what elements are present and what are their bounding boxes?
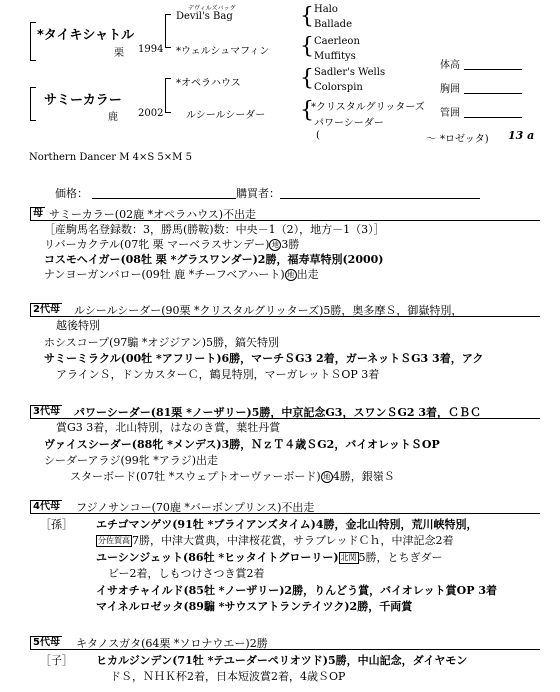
price-label: 価格： — [55, 187, 88, 200]
height-line[interactable] — [464, 69, 522, 70]
section-tag-gen4: 4代母 — [30, 500, 62, 514]
gen3-line-1: パワーシーダー(81栗 *ノーザリー)5勝，中京記念G3，スワンＳG2 3着，ＣＢＣ — [74, 406, 481, 419]
gen4-grandchild-tag: ［孫］ — [40, 518, 73, 531]
gen4-line-1: フジノサンコー(70鹿 *バーボンプリンス)不出走 — [76, 501, 315, 514]
gen4-line-5: ビー2着，しもつけさつき賞2着 — [108, 567, 265, 580]
gen3-line-4: シーダーアラジ(99牝 *アラジ)出走 — [44, 454, 219, 467]
dam-line-5: ナンヨーガンバロー(09牡 鹿 *チーフベアハート) 地 出走 — [44, 268, 319, 281]
dam-dam-name: ルシールシーダー — [186, 110, 266, 121]
sire-year: 1994 — [138, 44, 164, 55]
gen5-line-1: キタノスガタ(64栗 *ソロナウエー)2勝 — [76, 637, 268, 650]
gen3-caerleon: Caerleon — [314, 36, 360, 47]
gen4-line-6: イサオチャイルド(85牡 *ノーザリー)2勝，りんどう賞，バイオレット賞OP 3着 — [96, 584, 497, 597]
kita-kan-badge: 北関 — [340, 553, 357, 562]
gen4-line-2: エチゴマンゲツ(91牡 *ブライアンズタイム)4勝，金北山特別，荒川峡特別， — [96, 518, 478, 531]
gen3-ballade: Ballade — [314, 19, 352, 30]
dam-color: 鹿 — [108, 112, 118, 123]
lot-number: 13 a — [508, 129, 535, 142]
section-tag-gen3: 3代母 — [30, 405, 62, 419]
brace-3: { — [300, 66, 314, 91]
dam-name: サミーカラー — [44, 93, 122, 108]
buyer-input-line[interactable] — [280, 198, 480, 199]
section-tag-dam: 母 — [30, 207, 45, 221]
gen5-line-3: ドＳ，ＮＨＫ杯2着，日本短波賞2着，4歳ＳOP — [110, 670, 346, 683]
dam-line-3: リバーカクテル(07牝 栗 マーベラスサンデー) 地 3勝 — [44, 238, 300, 251]
gen4-bracket-open: ( — [316, 130, 320, 141]
gen2-line-4: サミーミラクル(00牡 *アフリート)6勝，マーチＳG3 2着，ガーネットＳG3 3着，アク — [44, 352, 484, 365]
dam-line-1: サミーカラー(02鹿 *オペラハウス)不出走 — [49, 208, 257, 221]
local-race-mark: 地 — [269, 239, 281, 251]
sire-color: 栗 — [114, 48, 124, 59]
local-race-mark-2: 地 — [285, 269, 297, 281]
local-race-mark-3: 地 — [321, 471, 333, 483]
gen4-line-4: ユーシンジェット(86牡 *ヒッタイトグローリー) 北関 5勝，とちぎダー — [96, 551, 443, 564]
cannon-label: 管囲 — [440, 108, 460, 119]
dam-line-4: コスモヘイガー(08牡 栗 *グラスワンダー)2勝，福寿草特別(2000) — [44, 253, 384, 266]
gen3-crystal-glitters: *クリスタルグリッターズ — [311, 102, 425, 113]
gen2-line-1: ルシールシーダー(90栗 *クリスタルグリッターズ)5勝，奥多摩Ｓ，御嶽特別， — [74, 304, 463, 317]
gen3-muffitys: Muffitys — [314, 51, 356, 62]
brace-1: { — [300, 4, 314, 29]
brace-4: { — [300, 98, 314, 123]
gen5-child-tag: ［子］ — [40, 654, 73, 667]
section-tag-gen5: 5代母 — [30, 636, 62, 650]
local-region-badge: 分佐賀高 — [98, 536, 130, 545]
gen3-sadlers-wells: Sadler's Wells — [314, 67, 386, 78]
brace-2: { — [300, 34, 314, 59]
price-input-line[interactable] — [92, 198, 236, 199]
sire-name: *タイキシャトル — [37, 28, 135, 43]
gen4-line-7: マイネルロゼッタ(89騸 *サウスアトランテイツク)2勝，千両賞 — [96, 600, 413, 613]
sire-sire-name: Devil's Bag — [176, 11, 233, 22]
dam-line-2: ［産駒馬名登録数：3，勝馬(勝鞍)数：中央－1（2），地方－1（3）］ — [44, 223, 385, 236]
gen4-bracket-close: *ロゼッタ) — [440, 134, 489, 145]
gen2-line-2: 越後特別 — [56, 319, 100, 332]
dam-year: 2002 — [138, 108, 164, 119]
gen2-line-5: アラインＳ，ドンカスターＣ，鶴見特別，マーガレットＳOP 3着 — [56, 368, 380, 381]
gen4-bracket-tilde: ～ — [426, 134, 436, 145]
cannon-line[interactable] — [464, 117, 522, 118]
section-tag-gen2: 2代母 — [30, 303, 62, 317]
gen3-power-cedar: パワーシーダー — [314, 118, 384, 129]
gen5-line-2: ヒカルジンデン(71牡 *テユーダーペリオツド)5勝，中山記念，ダイヤモン — [96, 654, 468, 667]
gen2-line-3: ホシスコープ(97騸 *オジジアン)5勝，鎬矢特別 — [44, 336, 279, 349]
chest-line[interactable] — [464, 93, 522, 94]
sire-dam-name: *ウェルシュマフィン — [176, 46, 270, 57]
gen3-line-5: スターボード(07牡 *スウェプトオーヴァーボード) 地 4勝，銀嶺Ｓ — [70, 470, 395, 483]
inbreeding-note: Northern Dancer M 4×S 5×M 5 — [29, 152, 192, 163]
gen4-line-3: 分佐賀高 7勝，中津大賞典，中津桜花賞，サラブレッドＣｈ，中津記念2着 — [98, 534, 454, 547]
height-label: 体高 — [440, 60, 460, 71]
gen3-line-2: 賞G3 3着，北山特別，はなのき賞，葉牡丹賞 — [56, 421, 281, 434]
gen3-colorspin: Colorspin — [314, 82, 363, 93]
gen3-line-3: ヴァイスシーダー(88牝 *メンデス)3勝，ＮｚＴ４歳ＳG2，バイオレットＳOP — [44, 438, 440, 451]
buyer-label: 購買者： — [236, 187, 280, 200]
sire-sire-ruby: デヴィルズバッグ — [188, 5, 236, 12]
gen3-halo: Halo — [314, 4, 338, 15]
chest-label: 胸囲 — [440, 84, 460, 95]
dam-sire-name: *オペラハウス — [176, 78, 241, 89]
